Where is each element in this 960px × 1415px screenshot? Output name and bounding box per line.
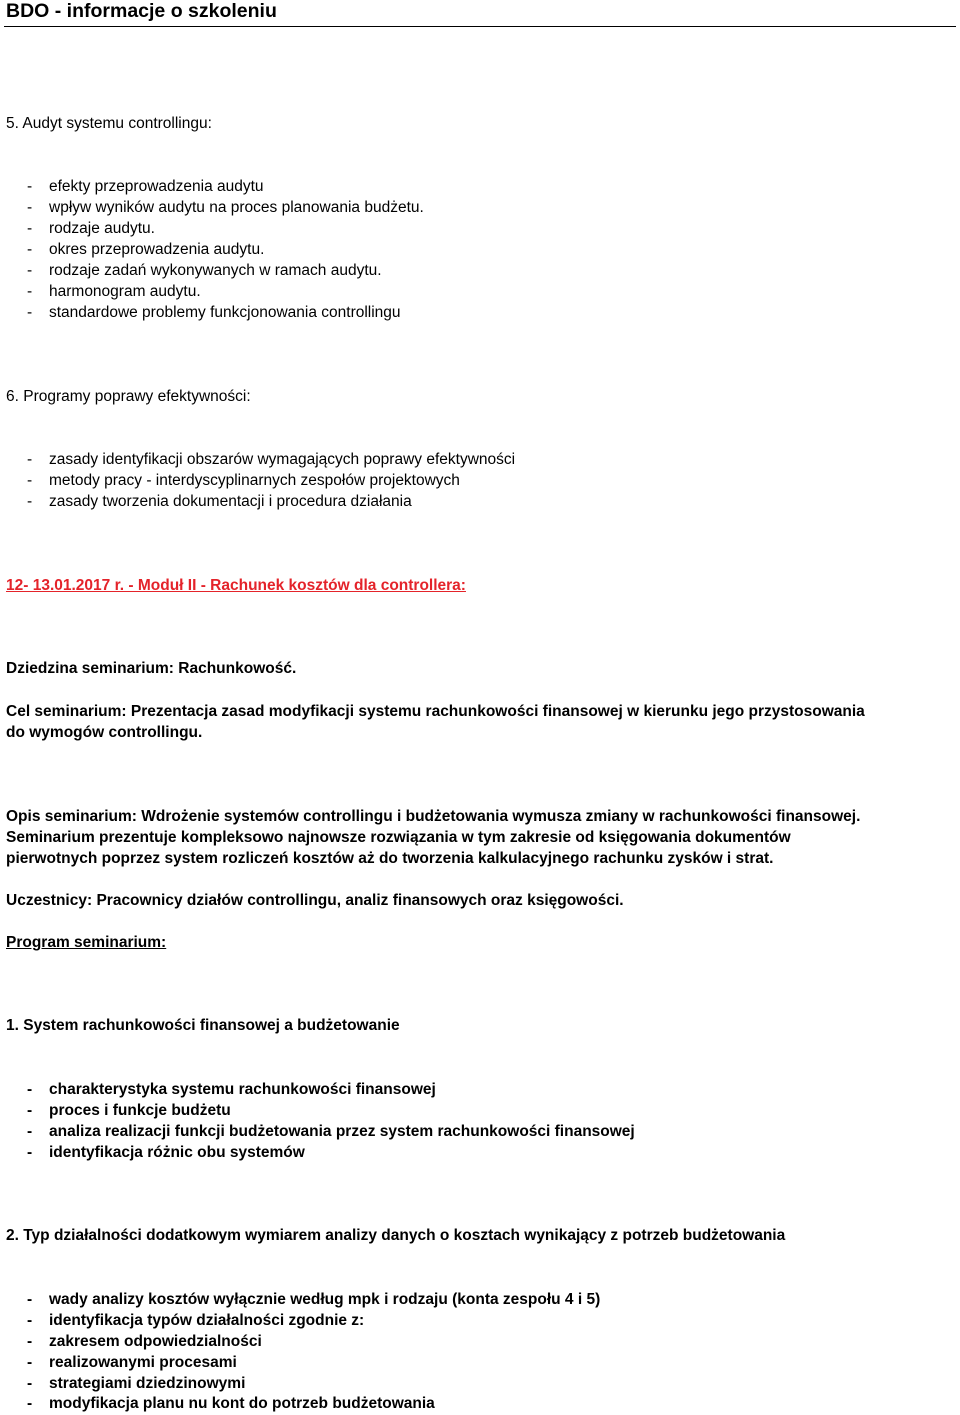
bullet-dash: - bbox=[27, 1102, 33, 1119]
seminar-description-line-3: pierwotnych poprzez system rozliczeń kosztów aż do tworzenia kalkulacyjnego rachunku zysków i strat. bbox=[6, 850, 774, 867]
seminar-participants: Uczestnicy: Pracownicy działów controllingu, analiz finansowych oraz księgowości. bbox=[6, 892, 624, 909]
bullet-dash: - bbox=[27, 283, 33, 300]
bullet-dash: - bbox=[27, 1312, 33, 1329]
section-6-item: zasady tworzenia dokumentacji i procedura działania bbox=[49, 493, 412, 510]
seminar-description-line-2: Seminarium prezentuje kompleksowo najnowsze rozwiązania w tym zakresie od księgowania dokumentów bbox=[6, 829, 791, 846]
section-5-item: wpływ wyników audytu na proces planowania budżetu. bbox=[49, 199, 424, 216]
section-5-heading: 5. Audyt systemu controllingu: bbox=[6, 115, 212, 132]
section-5-item: efekty przeprowadzenia audytu bbox=[49, 178, 264, 195]
header-divider bbox=[4, 26, 956, 27]
bullet-dash: - bbox=[27, 304, 33, 321]
page-title: BDO - informacje o szkoleniu bbox=[6, 0, 277, 22]
section-5-item: rodzaje audytu. bbox=[49, 220, 155, 237]
seminar-goal-line-1: Cel seminarium: Prezentacja zasad modyfikacji systemu rachunkowości finansowej w kierunku jego przystosowania bbox=[6, 703, 865, 720]
bullet-dash: - bbox=[27, 1333, 33, 1350]
seminar-description-line-1: Opis seminarium: Wdrożenie systemów controllingu i budżetowania wymusza zmiany w rachunkowości finansowej. bbox=[6, 808, 861, 825]
bullet-dash: - bbox=[27, 1123, 33, 1140]
seminar-field: Dziedzina seminarium: Rachunkowość. bbox=[6, 660, 297, 677]
program-1-item: identyfikacja różnic obu systemów bbox=[49, 1144, 305, 1161]
bullet-dash: - bbox=[27, 1395, 33, 1412]
bullet-dash: - bbox=[27, 1375, 33, 1392]
program-1-item: proces i funkcje budżetu bbox=[49, 1102, 231, 1119]
bullet-dash: - bbox=[27, 1354, 33, 1371]
bullet-dash: - bbox=[27, 220, 33, 237]
program-2-item: wady analizy kosztów wyłącznie według mpk i rodzaju (konta zespołu 4 i 5) bbox=[49, 1291, 601, 1308]
program-2-item: identyfikacja typów działalności zgodnie z: bbox=[49, 1312, 365, 1329]
bullet-dash: - bbox=[27, 262, 33, 279]
section-6-item: metody pracy - interdyscyplinarnych zespołów projektowych bbox=[49, 472, 460, 489]
section-5-item: harmonogram audytu. bbox=[49, 283, 201, 300]
program-1-heading: 1. System rachunkowości finansowej a budżetowanie bbox=[6, 1017, 400, 1034]
module-date-heading: 12- 13.01.2017 r. - Moduł II - Rachunek kosztów dla controllera: bbox=[6, 577, 466, 594]
program-2-heading: 2. Typ działalności dodatkowym wymiarem analizy danych o kosztach wynikający z potrzeb budżetowania bbox=[6, 1227, 786, 1244]
section-6-item: zasady identyfikacji obszarów wymagających poprawy efektywności bbox=[49, 451, 516, 468]
bullet-dash: - bbox=[27, 199, 33, 216]
bullet-dash: - bbox=[27, 1144, 33, 1161]
section-6-heading: 6. Programy poprawy efektywności: bbox=[6, 388, 251, 405]
program-1-item: analiza realizacji funkcji budżetowania przez system rachunkowości finansowej bbox=[49, 1123, 635, 1140]
bullet-dash: - bbox=[27, 241, 33, 258]
bullet-dash: - bbox=[27, 493, 33, 510]
section-5-item: rodzaje zadań wykonywanych w ramach audytu. bbox=[49, 262, 382, 279]
program-1-item: charakterystyka systemu rachunkowości finansowej bbox=[49, 1081, 436, 1098]
bullet-dash: - bbox=[27, 1081, 33, 1098]
bullet-dash: - bbox=[27, 451, 33, 468]
bullet-dash: - bbox=[27, 472, 33, 489]
program-2-item: zakresem odpowiedzialności bbox=[49, 1333, 262, 1350]
bullet-dash: - bbox=[27, 178, 33, 195]
program-heading: Program seminarium: bbox=[6, 934, 167, 951]
section-5-item: okres przeprowadzenia audytu. bbox=[49, 241, 265, 258]
program-2-item: strategiami dziedzinowymi bbox=[49, 1375, 246, 1392]
section-5-item: standardowe problemy funkcjonowania controllingu bbox=[49, 304, 401, 321]
bullet-dash: - bbox=[27, 1291, 33, 1308]
seminar-goal-line-2: do wymogów controllingu. bbox=[6, 724, 203, 741]
program-2-item: modyfikacja planu nu kont do potrzeb budżetowania bbox=[49, 1395, 435, 1412]
program-2-item: realizowanymi procesami bbox=[49, 1354, 237, 1371]
